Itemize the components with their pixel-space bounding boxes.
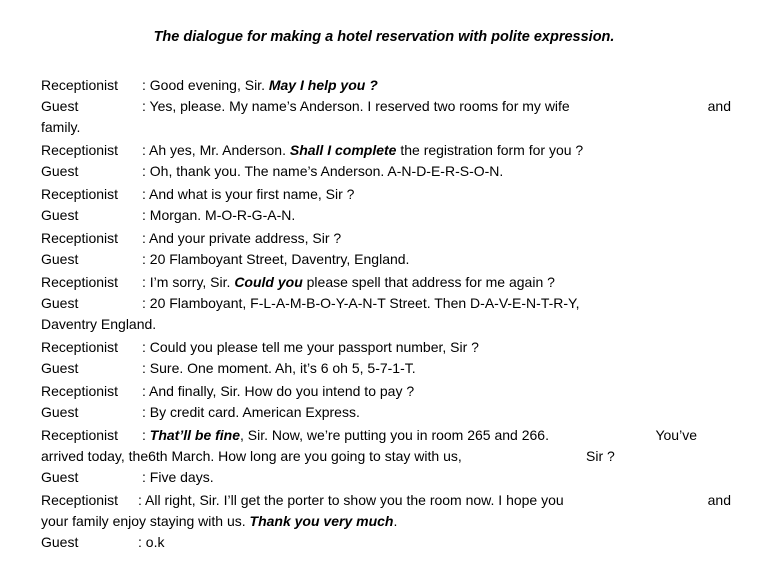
utterance: : Oh, thank you. The name’s Anderson. A-N-D-E-R-S-O-N.: [142, 163, 504, 179]
utterance: : Five days.: [142, 469, 214, 485]
dialogue-line: [41, 402, 741, 423]
utterance: : 20 Flamboyant, F-L-A-M-B-O-Y-A-N-T Street. Then D-A-V-E-N-T-R-Y,: [142, 295, 580, 311]
dialogue-line: [41, 249, 741, 270]
speaker-receptionist: Receptionist: [41, 186, 119, 202]
dialogue-line: [41, 381, 741, 402]
dialogue-line: [41, 425, 741, 446]
utterance: : And your private address, Sir ?: [142, 230, 342, 246]
speaker-guest: Guest: [41, 404, 79, 420]
utterance-tail: and: [707, 492, 731, 508]
utterance-continued: family.: [41, 119, 81, 135]
utterance-continued: arrived today, the6th March. How long are you going to stay with us,: [41, 448, 462, 464]
utterance: : I’m sorry, Sir. Could you please spell that address for me again ?: [142, 274, 555, 290]
utterance: : Good evening, Sir. May I help you ?: [142, 77, 378, 93]
utterance: : Morgan. M-O-R-G-A-N.: [142, 207, 296, 223]
polite-expression: Could you: [234, 274, 303, 290]
utterance-tail: and: [707, 98, 731, 114]
dialogue-line: [41, 184, 741, 205]
speaker-receptionist: Receptionist: [41, 427, 119, 443]
polite-expression: Shall I complete: [289, 142, 397, 158]
utterance: : By credit card. American Express.: [142, 404, 360, 420]
utterance: : Sure. One moment. Ah, it’s 6 oh 5, 5-7-1-T.: [142, 360, 416, 376]
utterance-continued: Daventry England.: [41, 316, 157, 332]
dialogue-line: [41, 532, 741, 553]
speaker-guest: Guest: [41, 295, 79, 311]
polite-expression: That’ll be fine: [149, 427, 241, 443]
speaker-receptionist: Receptionist: [41, 274, 119, 290]
dialogue-line: [41, 490, 741, 511]
speaker-receptionist: Receptionist: [41, 142, 119, 158]
dialogue-line: [41, 358, 741, 379]
speaker-receptionist: Receptionist: [41, 339, 119, 355]
dialogue-line: [41, 205, 741, 226]
speaker-receptionist: Receptionist: [41, 230, 119, 246]
speaker-guest: Guest: [41, 469, 79, 485]
utterance: : And finally, Sir. How do you intend to pay ?: [142, 383, 415, 399]
dialogue: [41, 75, 741, 553]
dialogue-line-continued: [41, 511, 741, 532]
speaker-receptionist: Receptionist: [41, 77, 119, 93]
utterance: : Yes, please. My name’s Anderson. I reserved two rooms for my wife: [142, 98, 570, 114]
speaker-receptionist: Receptionist: [41, 492, 119, 508]
dialogue-line-continued: [41, 446, 741, 467]
polite-expression: Thank you very much: [249, 513, 394, 529]
dialogue-line: [41, 228, 741, 249]
utterance: : Ah yes, Mr. Anderson. Shall I complete the registration form for you ?: [142, 142, 584, 158]
polite-expression: May I help you ?: [268, 77, 378, 93]
dialogue-line-continued: [41, 314, 741, 335]
utterance: : o.k: [138, 534, 165, 550]
dialogue-line: [41, 337, 741, 358]
utterance-continued: your family enjoy staying with us. Thank you very much.: [41, 513, 398, 529]
utterance: : All right, Sir. I’ll get the porter to show you the room now. I hope you: [138, 492, 564, 508]
dialogue-line: [41, 293, 741, 314]
speaker-guest: Guest: [41, 163, 79, 179]
speaker-guest: Guest: [41, 534, 79, 550]
speaker-guest: Guest: [41, 98, 79, 114]
utterance: : 20 Flamboyant Street, Daventry, England.: [142, 251, 410, 267]
utterance-tail: You’ve: [655, 427, 697, 443]
dialogue-line: [41, 140, 741, 161]
utterance: : That’ll be fine, Sir. Now, we’re putting you in room 265 and 266.: [142, 427, 549, 443]
speaker-guest: Guest: [41, 360, 79, 376]
dialogue-line: [41, 161, 741, 182]
dialogue-line: [41, 467, 741, 488]
utterance-continued-tail: Sir ?: [586, 448, 615, 464]
speaker-guest: Guest: [41, 207, 79, 223]
document-title: The dialogue for making a hotel reservation with polite expression.: [153, 29, 615, 45]
dialogue-line-continued: [41, 117, 741, 138]
speaker-guest: Guest: [41, 251, 79, 267]
dialogue-line: [41, 75, 741, 96]
dialogue-line: [41, 272, 741, 293]
utterance: : And what is your first name, Sir ?: [142, 186, 355, 202]
dialogue-line: [41, 96, 741, 117]
speaker-receptionist: Receptionist: [41, 383, 119, 399]
utterance: : Could you please tell me your passport number, Sir ?: [142, 339, 479, 355]
